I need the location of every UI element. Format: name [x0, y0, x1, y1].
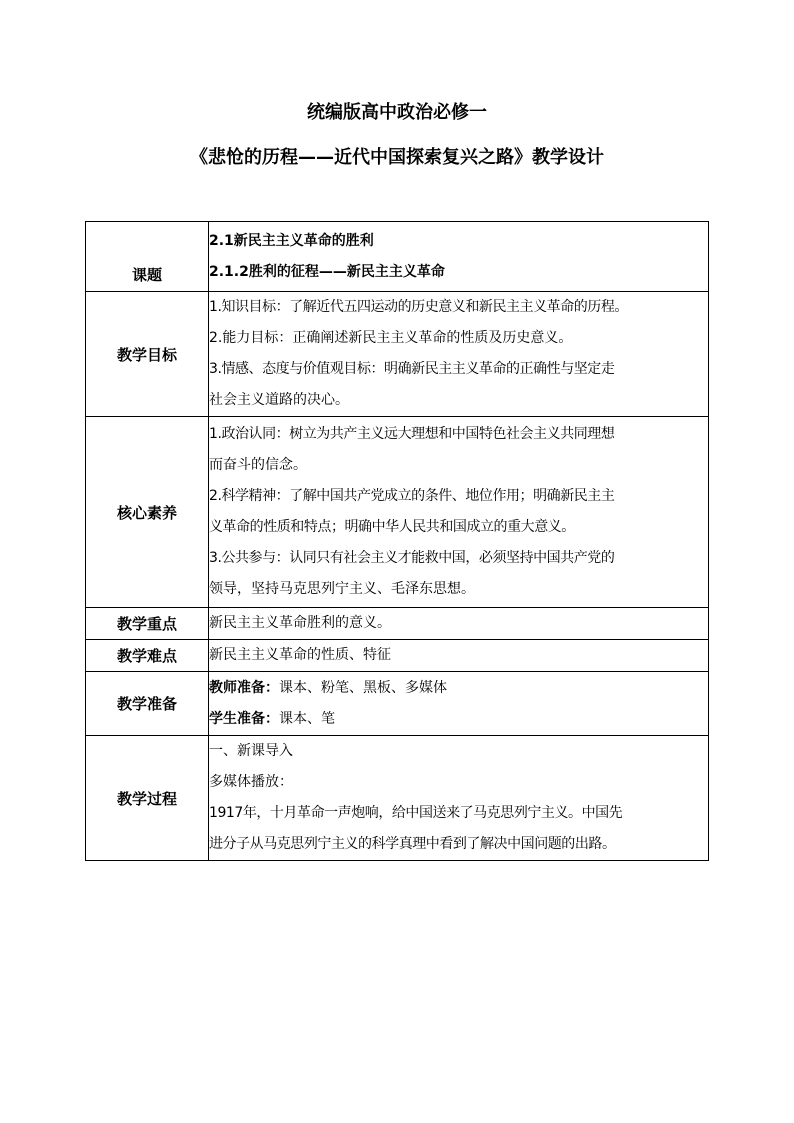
literacy-line: 1.政治认同：树立为共产主义远大理想和中国特色社会主义共同理想	[209, 426, 615, 442]
row-difficulty	[86, 640, 709, 672]
topic-line: 2.1.2胜利的征程——新民主主义革命	[209, 263, 445, 280]
document-title-line-1: 统编版高中政治必修一	[307, 102, 487, 123]
topic-line: 2.1新民主主义革命的胜利	[209, 232, 374, 249]
goals-line: 2.能力目标：正确阐述新民主主义革命的性质及历史意义。	[209, 330, 573, 346]
label-difficulty: 教学难点	[86, 640, 209, 672]
label-topic: 课题	[86, 222, 209, 292]
content-process	[209, 736, 709, 861]
literacy-line: 义革命的性质和特点；明确中华人民共和国成立的重大意义。	[209, 519, 575, 535]
label-goals: 教学目标	[86, 292, 209, 417]
content-topic	[209, 222, 709, 292]
content-goals	[209, 292, 709, 417]
row-preparation	[86, 672, 709, 736]
content-preparation	[209, 672, 709, 736]
literacy-line: 3.公共参与：认同只有社会主义才能救中国，必须坚持中国共产党的	[209, 550, 615, 566]
key-point-text: 新民主主义革命胜利的意义。	[209, 615, 391, 631]
goals-line: 1.知识目标：了解近代五四运动的历史意义和新民主主义革命的历程。	[209, 299, 628, 315]
content-key-point	[209, 608, 709, 640]
row-key-point	[86, 608, 709, 640]
process-line: 1917年，十月革命一声炮响，给中国送来了马克思列宁主义。中国先	[209, 805, 623, 821]
label-process: 教学过程	[86, 736, 209, 861]
content-difficulty	[209, 640, 709, 672]
document-title-line-2: 《悲怆的历程——近代中国探索复兴之路》教学设计	[190, 147, 604, 168]
goals-line: 3.情感、态度与价值观目标：明确新民主主义革命的正确性与坚定走	[209, 361, 615, 377]
teacher-preparation-items: 课本、粉笔、黑板、多媒体	[279, 679, 447, 696]
row-topic	[86, 222, 709, 292]
row-literacy	[86, 417, 709, 608]
difficulty-text: 新民主主义革命的性质、特征	[209, 647, 391, 663]
literacy-line: 2.科学精神：了解中国共产党成立的条件、地位作用；明确新民主主	[209, 488, 615, 504]
row-goals	[86, 292, 709, 417]
label-literacy: 核心素养	[86, 417, 209, 608]
teacher-preparation-prefix: 教师准备：	[209, 679, 279, 696]
student-preparation-items: 课本、笔	[279, 710, 335, 727]
teacher-preparation	[209, 673, 708, 704]
process-line: 多媒体播放：	[209, 774, 293, 790]
student-preparation	[209, 704, 708, 735]
goals-line: 社会主义道路的决心。	[209, 392, 349, 408]
label-preparation: 教学准备	[86, 672, 209, 736]
process-line: 一、新课导入	[209, 743, 293, 759]
label-key-point: 教学重点	[86, 608, 209, 640]
process-line: 进分子从马克思列宁主义的科学真理中看到了解决中国问题的出路。	[209, 836, 616, 852]
literacy-line: 而奋斗的信念。	[209, 457, 307, 473]
content-literacy	[209, 417, 709, 608]
lesson-plan-table	[85, 221, 709, 861]
student-preparation-prefix: 学生准备：	[209, 710, 279, 727]
literacy-line: 领导，坚持马克思列宁主义、毛泽东思想。	[209, 581, 475, 597]
row-process	[86, 736, 709, 861]
